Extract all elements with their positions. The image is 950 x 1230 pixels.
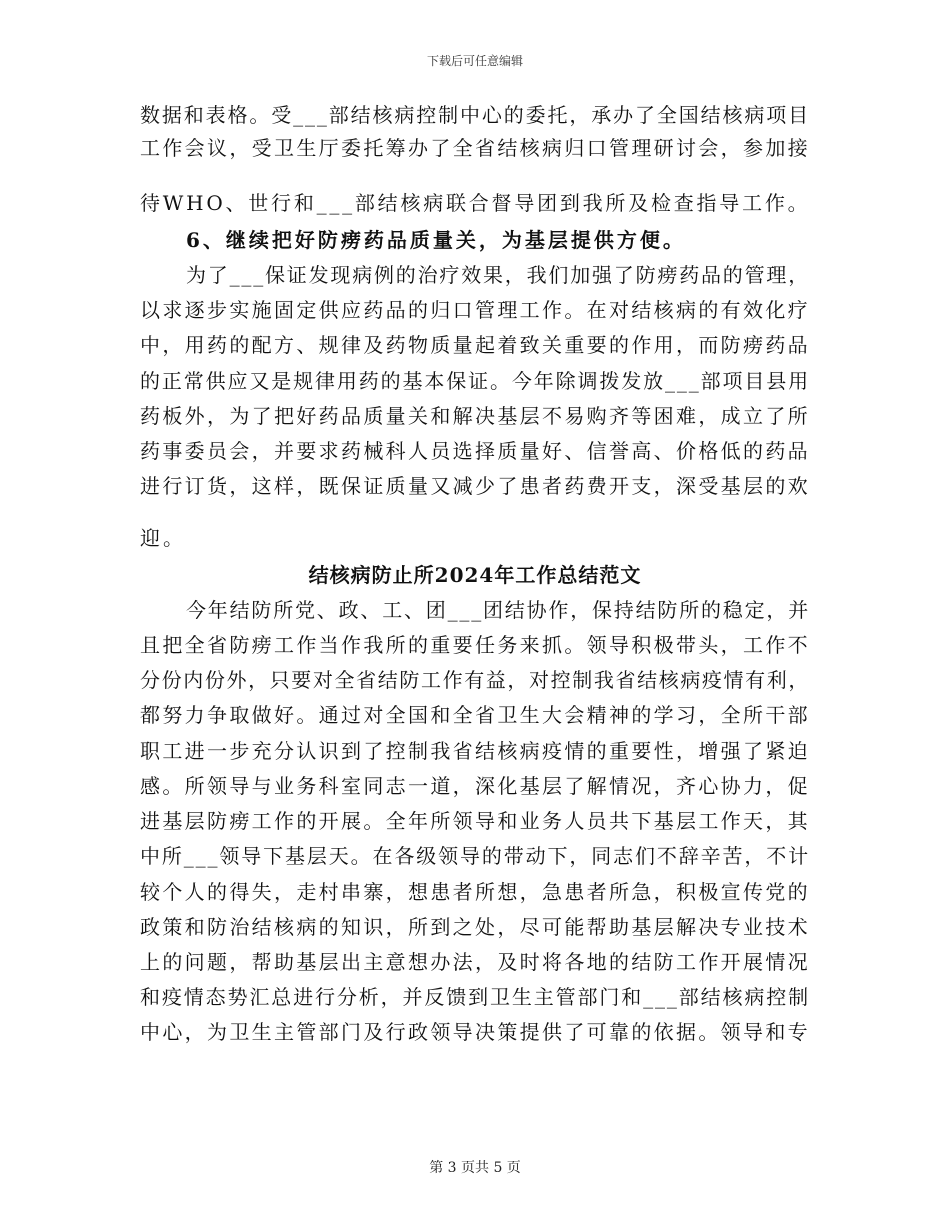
body-line: 药事委员会，并要求药械科人员选择质量好、信誉高、价格低的药品 bbox=[140, 439, 810, 463]
body-line: 中，用药的配方、规律及药物质量起着致关重要的作用，而防痨药品 bbox=[140, 333, 810, 357]
page-number: 第 3 页共 5 页 bbox=[429, 1160, 521, 1176]
body-line: 且把全省防痨工作当作我所的重要任务来抓。领导积极带头，工作不 bbox=[140, 633, 810, 657]
body-line: 工作会议，受卫生厅委托筹办了全省结核病归口管理研讨会，参加接 bbox=[140, 136, 810, 160]
body-line: 进行订货，这样，既保证质量又减少了患者药费开支，深受基层的欢 bbox=[140, 474, 810, 498]
body-line: 分份内份外，只要对全省结防工作有益，对控制我省结核病疫情有利， bbox=[140, 668, 810, 692]
body-line: 政策和防治结核病的知识，所到之处，尽可能帮助基层解决专业技术 bbox=[140, 915, 810, 939]
body-line: 数据和表格。受___部结核病控制中心的委托，承办了全国结核病项目 bbox=[140, 103, 810, 127]
body-line: 中心，为卫生主管部门及行政领导决策提供了可靠的依据。领导和专 bbox=[140, 1020, 810, 1044]
body-line: 感。所领导与业务科室同志一道，深化基层了解情况，齐心协力，促 bbox=[140, 774, 810, 798]
body-line: 进基层防痨工作的开展。全年所领导和业务人员共下基层工作天，其 bbox=[140, 809, 810, 833]
section-heading: 6、继续把好防痨药品质量关，为基层提供方便。 bbox=[186, 228, 686, 252]
page-header: 下载后可任意编辑 bbox=[426, 54, 523, 68]
body-line: 中所___领导下基层天。在各级领导的带动下，同志们不辞辛苦，不计 bbox=[140, 844, 810, 868]
body-line: 迎。 bbox=[140, 526, 186, 550]
body-line: 较个人的得失，走村串寨，想患者所想，急患者所急，积极宣传党的 bbox=[140, 880, 810, 904]
paragraph-first-line: 为了___保证发现病例的治疗效果，我们加强了防痨药品的管理， bbox=[186, 263, 810, 287]
body-line: 以求逐步实施固定供应药品的归口管理工作。在对结核病的有效化疗 bbox=[140, 298, 810, 322]
paragraph-first-line: 今年结防所党、政、工、团___团结协作，保持结防所的稳定，并 bbox=[186, 598, 810, 622]
document-title: 结核病防止所2024年工作总结范文 bbox=[308, 563, 642, 587]
body-line: 和疫情态势汇总进行分析，并反馈到卫生主管部门和___部结核病控制 bbox=[140, 985, 810, 1009]
body-line: 的正常供应又是规律用药的基本保证。今年除调拨发放___部项目县用 bbox=[140, 369, 810, 393]
body-line: 药板外，为了把好药品质量关和解决基层不易购齐等困难，成立了所 bbox=[140, 404, 810, 428]
body-line: 上的问题，帮助基层出主意想办法，及时将各地的结防工作开展情况 bbox=[140, 950, 810, 974]
body-line: 待WHO、世行和___部结核病联合督导团到我所及检查指导工作。 bbox=[140, 191, 811, 215]
body-line: 都努力争取做好。通过对全国和全省卫生大会精神的学习，全所干部 bbox=[140, 703, 810, 727]
body-line: 职工进一步充分认识到了控制我省结核病疫情的重要性，增强了紧迫 bbox=[140, 739, 810, 763]
